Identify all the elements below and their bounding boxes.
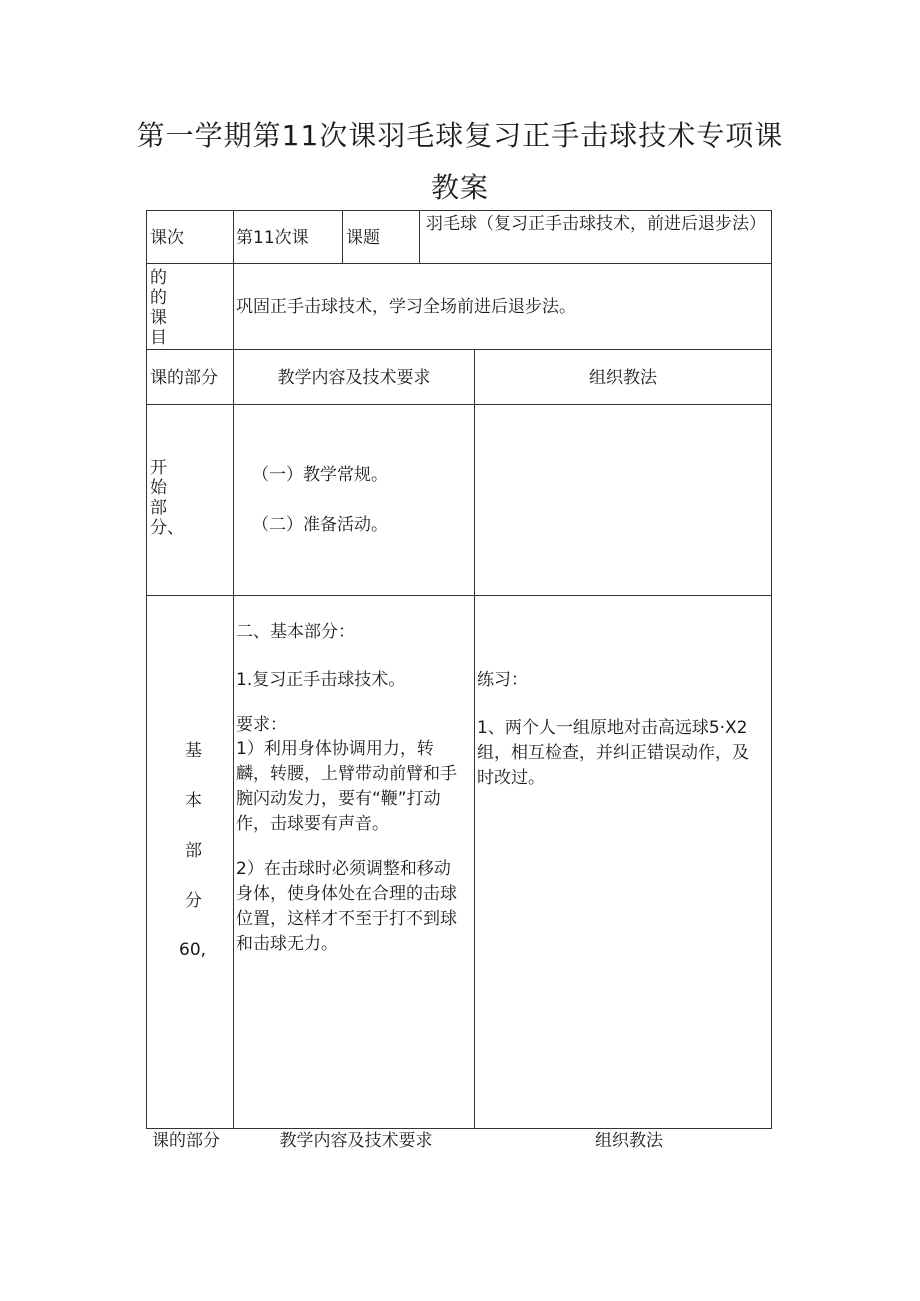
lesson-number-label: 课次 <box>150 228 184 248</box>
footer-method-label: 组织教法 <box>595 1131 663 1151</box>
column-part-header: 课的部分 <box>150 368 218 388</box>
practice-label: 练习： <box>477 670 528 690</box>
column-content-header: 教学内容及技术要求 <box>277 368 431 388</box>
start-item-routine: （一）教学常规。 <box>252 465 388 485</box>
lesson-number-value: 第11次课 <box>236 228 309 248</box>
basic-part-label-char: 基 <box>185 741 202 761</box>
start-part-label: 开始部分、 <box>150 458 184 538</box>
footer-part-label: 课的部分 <box>152 1131 220 1151</box>
requirements-label: 要求： <box>236 715 287 735</box>
basic-part-duration: 60, <box>179 940 207 960</box>
document-title: 第一学期第11次课羽毛球复习正手击球技术专项课 <box>136 119 784 152</box>
basic-part-label-char: 分 <box>185 891 202 911</box>
basic-part-label-char: 本 <box>185 791 202 811</box>
basic-part-label-char: 部 <box>185 841 202 861</box>
start-item-warmup: （二）准备活动。 <box>252 515 388 535</box>
objective-label: 的的课目 <box>150 268 167 348</box>
requirement-1: 1）利用身体协调用力，转麟，转腰，上臂带动前臂和手腕闪动发力，要有“鞭”打动作，击球要有声音。 <box>236 739 457 834</box>
requirement-2: 2）在击球时必须调整和移动身体，使身体处在合理的击球位置，这样才不至于打不到球和击球无力。 <box>236 859 457 954</box>
document-title-line2: 教案 <box>430 171 489 204</box>
basic-item-forehand: 1.复习正手击球技术。 <box>236 670 406 690</box>
topic-label: 课题 <box>346 228 380 248</box>
topic-value: 羽毛球（复习正手击球技术，前进后退步法） <box>426 214 766 234</box>
footer-content-label: 教学内容及技术要求 <box>279 1131 433 1151</box>
column-method-header: 组织教法 <box>589 368 657 388</box>
objective-text: 巩固正手击球技术，学习全场前进后退步法。 <box>236 297 576 317</box>
basic-part-heading: 二、基本部分： <box>236 622 355 642</box>
practice-1: 1、两个人一组原地对击高远球5·X2组，相互检查，并纠正错误动作，及时改过。 <box>477 718 749 788</box>
